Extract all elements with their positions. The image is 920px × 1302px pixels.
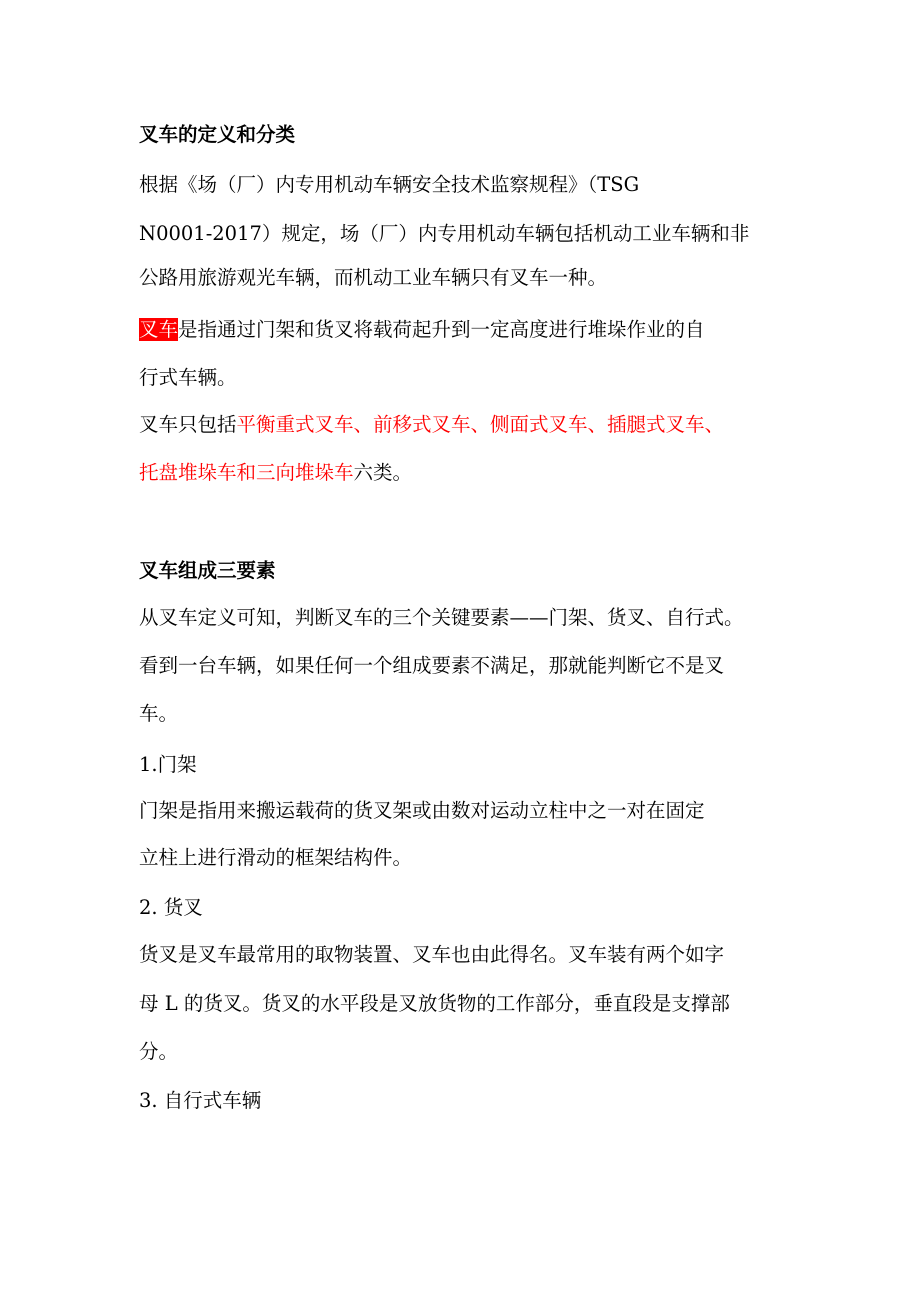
paragraph-types-line-2 bbox=[139, 459, 412, 487]
section-heading-elements: 叉车组成三要素 bbox=[139, 559, 276, 582]
item-self-propelled-title: 3. 自行式车辆 bbox=[139, 1089, 262, 1112]
highlighted-term: 叉车 bbox=[139, 318, 179, 341]
definition-text: 是指通过门架和货叉将载荷起升到一定高度进行堆垛作业的自 bbox=[178, 318, 705, 341]
types-prefix: 叉车只包括 bbox=[139, 413, 237, 436]
paragraph-definition-line-2: 行式车辆。 bbox=[139, 366, 237, 389]
paragraph-elements-line-3: 车。 bbox=[139, 702, 179, 725]
item-mast-text-line-1: 门架是指用来搬运载荷的货叉架或由数对运动立柱中之一对在固定 bbox=[139, 799, 705, 822]
paragraph-elements-line-1: 从叉车定义可知，判断叉车的三个关键要素——门架、货叉、自行式。 bbox=[139, 606, 744, 629]
paragraph-definition-line-1 bbox=[139, 316, 705, 344]
item-fork-text-line-1: 货叉是叉车最常用的取物装置、叉车也由此得名。叉车装有两个如字 bbox=[139, 943, 725, 966]
paragraph-elements-line-2: 看到一台车辆，如果任何一个组成要素不满足，那就能判断它不是叉 bbox=[139, 654, 725, 677]
item-fork-title: 2. 货叉 bbox=[139, 896, 203, 919]
types-list-red-continued: 托盘堆垛车和三向堆垛车 bbox=[139, 461, 354, 484]
item-fork-text-line-2: 母 L 的货叉。货叉的水平段是叉放货物的工作部分，垂直段是支撑部 bbox=[139, 992, 730, 1015]
item-mast-text-line-2: 立柱上进行滑动的框架结构件。 bbox=[139, 846, 413, 869]
item-fork-text-line-3: 分。 bbox=[139, 1040, 179, 1063]
paragraph-regulation-line-2: N0001-2017）规定，场（厂）内专用机动车辆包括机动工业车辆和非 bbox=[139, 222, 750, 245]
section-heading-definition: 叉车的定义和分类 bbox=[139, 123, 296, 146]
paragraph-regulation-line-3: 公路用旅游观光车辆，而机动工业车辆只有叉车一种。 bbox=[139, 266, 608, 289]
item-mast-title: 1.门架 bbox=[139, 753, 197, 776]
types-list-red: 平衡重式叉车、前移式叉车、侧面式叉车、插腿式叉车、 bbox=[236, 413, 725, 436]
types-suffix: 六类。 bbox=[353, 461, 413, 484]
paragraph-regulation-line-1: 根据《场（厂）内专用机动车辆安全技术监察规程》（TSG bbox=[139, 173, 640, 196]
paragraph-types-line-1 bbox=[139, 411, 724, 439]
